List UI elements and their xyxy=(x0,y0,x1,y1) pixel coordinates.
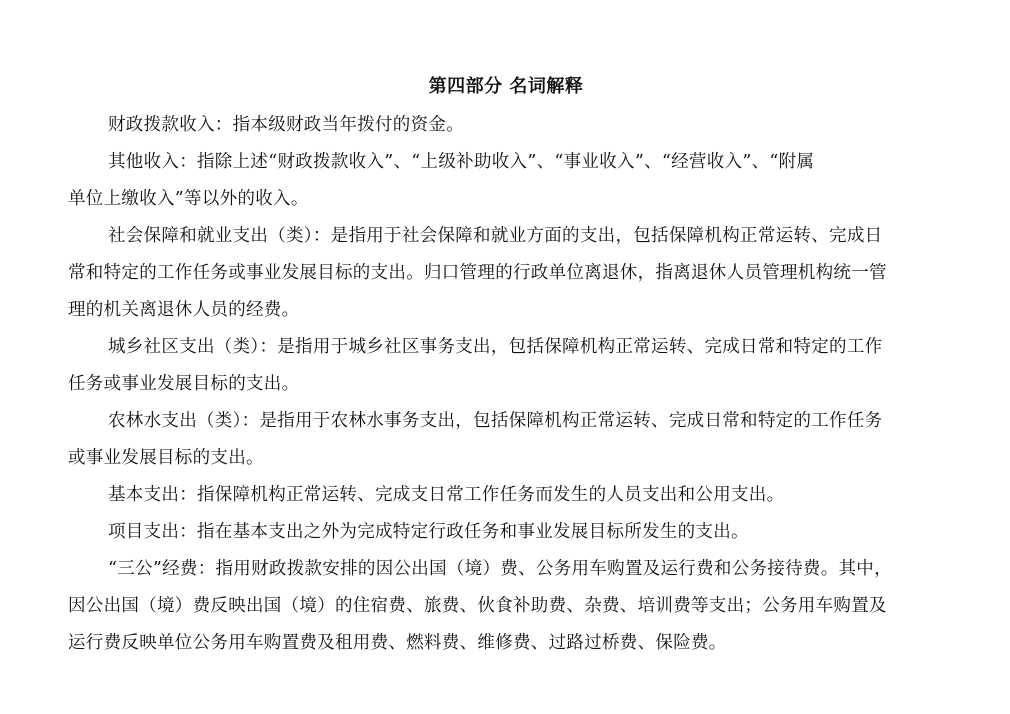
paragraph-urban-rural xyxy=(68,329,944,403)
paragraph-line: 理的机关离退休人员的经费。 xyxy=(68,300,300,320)
paragraph-line: 财政拨款收入：指本级财政当年拨付的资金。 xyxy=(108,115,464,135)
paragraph-line: “三公”经费：指用财政拨款安排的因公出国（境）费、公务用车购置及运行费和公务接待费。其中， xyxy=(108,559,892,579)
paragraph-line: 城乡社区支出（类）：是指用于城乡社区事务支出，包括保障机构正常运转、完成日常和特定的工作 xyxy=(108,337,883,357)
paragraph-line: 任务或事业发展目标的支出。 xyxy=(68,374,300,394)
paragraph-project-expenditure xyxy=(68,514,944,551)
paragraph-fiscal-revenue xyxy=(68,107,944,144)
paragraph-line: 社会保障和就业支出（类）：是指用于社会保障和就业方面的支出，包括保障机构正常运转、完成日 xyxy=(108,226,883,246)
paragraph-basic-expenditure xyxy=(68,477,944,514)
paragraph-line: 农林水支出（类）：是指用于农林水事务支出，包括保障机构正常运转、完成日常和特定的工作任务 xyxy=(108,411,883,431)
paragraph-line: 项目支出：指在基本支出之外为完成特定行政任务和事业发展目标所发生的支出。 xyxy=(108,522,749,542)
paragraph-line: 或事业发展目标的支出。 xyxy=(68,448,264,468)
document-page xyxy=(68,68,944,662)
paragraph-line: 其他收入：指除上述“财政拨款收入”、“上级补助收入”、“事业收入”、“经营收入”、“附属 xyxy=(108,152,815,172)
paragraph-other-revenue xyxy=(68,144,944,218)
paragraph-social-security xyxy=(68,218,944,329)
paragraph-line: 基本支出：指保障机构正常运转、完成支日常工作任务而发生的人员支出和公用支出。 xyxy=(108,485,785,505)
paragraph-agriculture xyxy=(68,403,944,477)
paragraph-line: 单位上缴收入”等以外的收入。 xyxy=(68,189,309,209)
section-title: 第四部分 名词解释 xyxy=(428,76,584,97)
paragraph-line: 常和特定的工作任务或事业发展目标的支出。归口管理的行政单位离退休，指离退休人员管理机构统一管 xyxy=(68,263,887,283)
paragraph-line: 运行费反映单位公务用车购置费及租用费、燃料费、维修费、过路过桥费、保险费。 xyxy=(68,633,727,653)
paragraph-three-public xyxy=(68,551,944,662)
paragraph-line: 因公出国（境）费反映出国（境）的住宿费、旅费、伙食补助费、杂费、培训费等支出；公务用车购置及 xyxy=(68,596,887,616)
